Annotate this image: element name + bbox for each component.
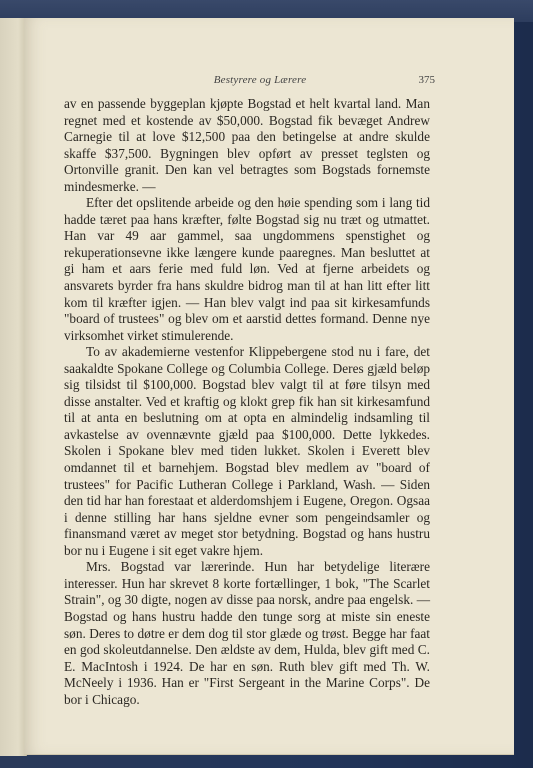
paragraph-1: av en passende byggeplan kjøpte Bogstad et helt kvartal land. Man regnet med et kostende av $50,000. Bogstad fik bevæget Andrew Carnegie til at love $12,500 paa den betingelse at andre skulde skaffe $37,500. Bygningen blev opført av presset teglsten og Ortonville granit. Den kan vel betragtes som Bogstads fornemste mindesmerke. — xyxy=(64,96,430,194)
paragraph-3: To av akademierne vestenfor Klippebergene stod nu i fare, det saakaldte Spokane College og Columbia College. Deres gjæld beløp sig tilsidst til $100,000. Bogstad blev valgt til at føre tilsyn med disse anstalter. Ved et kraftig og klokt grep fik han sit kirkesamfund til at anta en beslutning om at opta en almindelig indsamling til avkastelse av ovennævnte gjæld paa $100,000. Dette lykkedes. Skolen i Spokane blev med tiden lukket. Skolen i Everett blev omdannet til et barnehjem. Bogstad blev medlem av "board of trustees" for Pacific Lutheran College i Parkland, Wash. — Siden den tid har han forestaat et alderdomshjem i Eugene, Oregon. Ogsaa i denne stilling har hans sjeldne evner som pengeindsamler og finansmand været av meget stor betydning. Bogstad og hans hustru bor nu i Eugene i sit eget vakre hjem. xyxy=(64,344,430,558)
page-number: 375 xyxy=(418,74,435,86)
body-text xyxy=(64,96,430,708)
running-head: Bestyrere og Lærere xyxy=(213,74,307,86)
facing-page-edge xyxy=(0,18,27,756)
paragraph-2: Efter det opslitende arbeide og den høie spending som i lang tid hadde tæret paa hans kræfter, følte Bogstad sig nu træt og utmattet. Han var 49 aar gammel, saa ungdommens spenstighet og rekuperationsevne ikke længere kunde paaregnes. Man besluttet at gi ham et aars ferie med fuld løn. Ved at fjerne arbeidets og ansvarets byrder fra hans skuldre bidrog man til at han litt efter litt kom til kræfter igjen. — Han blev valgt ind paa sit kirkesamfunds "board of trustees" og blev om et aarstid dettes formand. Denne nye virksomhet virket stimulerende. xyxy=(64,195,430,343)
paragraph-4: Mrs. Bogstad var lærerinde. Hun har betydelige literære interesser. Hun har skrevet 8 korte fortællinger, 1 bok, "The Scarlet Strain", og 30 digte, nogen av disse paa norsk, andre paa engelsk. — Bogstad og hans hustru hadde den tunge sorg at miste sin eneste søn. Deres to døtre er dem dog til stor glæde og trøst. Begge har faat en god skoleutdannelse. Den ældste av dem, Hulda, blev gift med C. E. MacIntosh i 1924. De har en søn. Ruth blev gift med Th. W. McNeely i 1936. Han er "First Sergeant in the Marine Corps". De bor i Chicago. xyxy=(64,559,430,707)
